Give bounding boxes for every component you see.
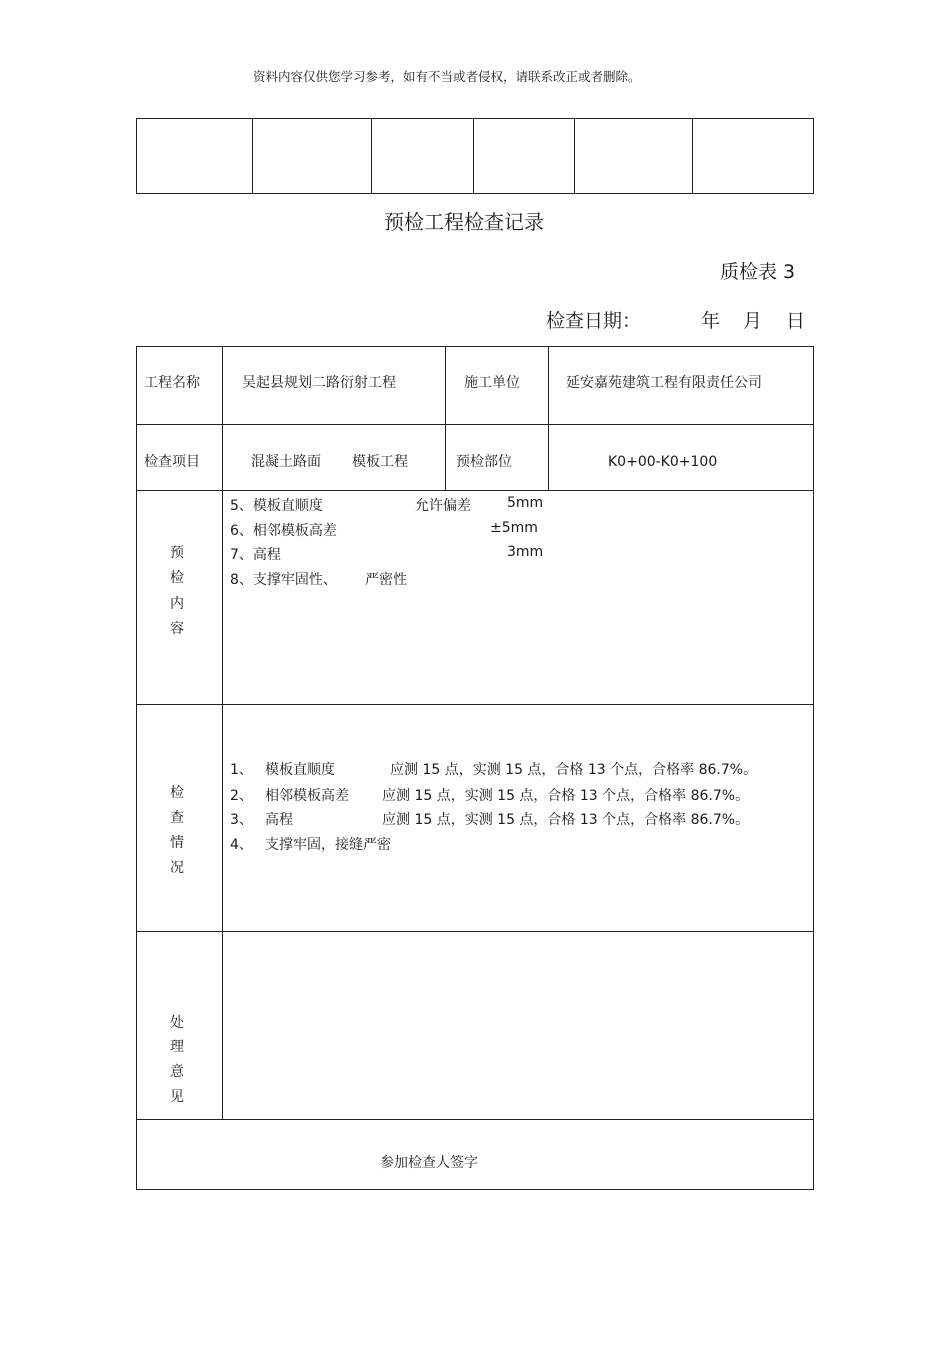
opinion-area[interactable]	[223, 932, 813, 1119]
inspection-line-result: 应测 15 点，实测 15 点，合格 13 个点，合格率 86.7%。	[390, 762, 758, 778]
pre-check-part-value: K0+00-K0+100	[608, 454, 718, 470]
content-line-mid: 允许偏差	[415, 498, 471, 514]
signature-area[interactable]	[137, 1120, 813, 1189]
inspection-line-item: 模板直顺度	[265, 762, 335, 778]
inspection-line-item: 相邻模板高差	[265, 788, 349, 804]
inspection-item-label: 检查项目	[144, 454, 200, 470]
pre-check-part-label: 预检部位	[456, 454, 512, 470]
content-line-value: 3mm	[507, 544, 544, 560]
content-line-name: 8、支撑牢固性、	[230, 572, 337, 588]
inspection-item-value-1: 混凝土路面	[251, 454, 321, 470]
content-line-value: ±5mm	[490, 520, 538, 536]
project-name-value: 吴起县规划二路衍射工程	[242, 375, 396, 391]
inspection-line-item: 支撑牢固，接缝严密	[265, 837, 391, 853]
inspection-line-result: 应测 15 点，实测 15 点，合格 13 个点，合格率 86.7%。	[382, 812, 750, 828]
project-name-label: 工程名称	[144, 375, 200, 391]
inspection-item-value-2: 模板工程	[352, 454, 408, 470]
content-line-name: 6、相邻模板高差	[230, 523, 337, 539]
inspection-line-num: 4、	[230, 837, 253, 853]
content-line-name: 5、模板直顺度	[230, 498, 323, 514]
date-label: 检查日期：	[546, 310, 642, 332]
inspection-line-num: 2、	[230, 788, 253, 804]
date-month: 月	[743, 310, 763, 332]
inspection-line-item: 高程	[265, 812, 293, 828]
inspection-line-result: 应测 15 点，实测 15 点，合格 13 个点，合格率 86.7%。	[382, 788, 750, 804]
construction-unit-value: 延安嘉苑建筑工程有限责任公司	[566, 375, 762, 391]
form-number: 质检表 3	[720, 261, 796, 283]
inspection-line-num: 3、	[230, 812, 253, 828]
signature-label: 参加检查人签字	[380, 1155, 478, 1171]
date-day: 日	[786, 310, 806, 332]
content-line-mid: 严密性	[365, 572, 407, 588]
date-year: 年	[701, 310, 721, 332]
content-line-name: 7、高程	[230, 547, 281, 563]
header-note: 资料内容仅供您学习参考，如有不当或者侵权，请联系改正或者删除。	[253, 69, 641, 84]
inspection-line-num: 1、	[230, 762, 253, 778]
page-title: 预检工程检查记录	[384, 210, 544, 234]
content-line-value: 5mm	[507, 495, 544, 511]
construction-unit-label: 施工单位	[464, 375, 520, 391]
